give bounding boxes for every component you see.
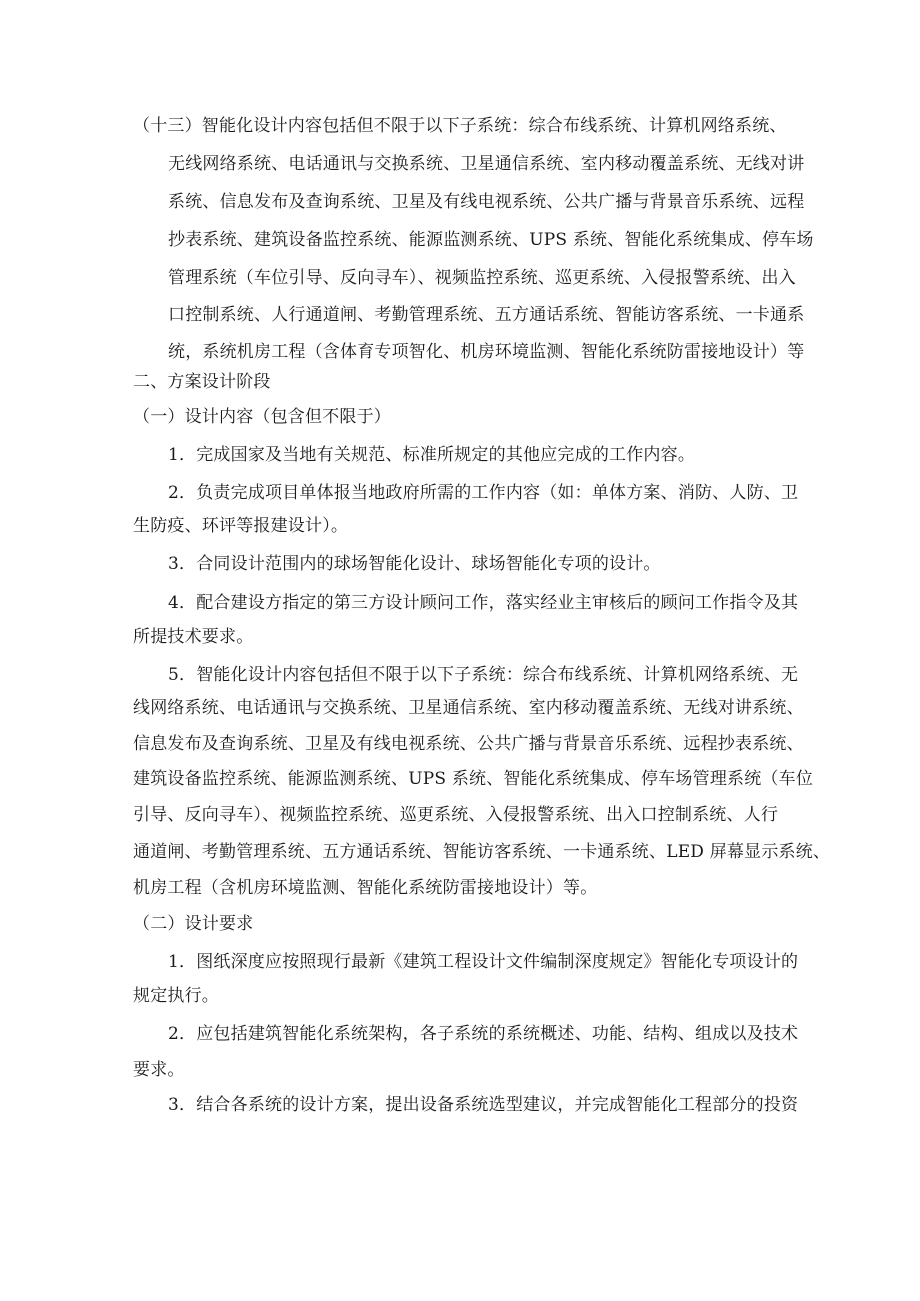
text-line: 管理系统（车位引导、反向寻车）、视频监控系统、巡更系统、入侵报警系统、出入 [168,268,796,288]
text-line: 抄表系统、建筑设备监控系统、能源监测系统、UPS 系统、智能化系统集成、停车场 [168,230,814,250]
text-line: 所提技术要求。 [133,627,254,647]
text-line: 1．图纸深度应按照现行最新《建筑工程设计文件编制深度规定》智能化专项设计的 [168,952,799,972]
text-line: 要求。 [133,1060,185,1080]
text-line: （十三）智能化设计内容包括但不限于以下子系统：综合布线系统、计算机网络系统、 [133,116,787,136]
text-line: 引导、反向寻车）、视频监控系统、巡更系统、入侵报警系统、出入口控制系统、人行 [133,805,779,825]
text-line: 2．负责完成项目单体报当地政府所需的工作内容（如：单体方案、消防、人防、卫 [168,483,799,503]
text-line: 2．应包括建筑智能化系统架构，各子系统的系统概述、功能、结构、组成以及技术 [168,1024,799,1044]
text-line: 线网络系统、电话通讯与交换系统、卫星通信系统、室内移动覆盖系统、无线对讲系统、 [133,698,804,718]
text-line: 5．智能化设计内容包括但不限于以下子系统：综合布线系统、计算机网络系统、无 [168,665,799,685]
section-heading: 二、方案设计阶段 [133,372,271,392]
subsection-heading: （二）设计要求 [133,914,254,934]
subsection-heading: （一）设计内容（包含但不限于） [133,407,391,427]
text-line: 统，系统机房工程（含体育专项智化、机房环境监测、智能化系统防雷接地设计）等 [168,342,805,362]
text-line: 生防疫、环评等报建设计）。 [133,516,349,536]
text-line: 4．配合建设方指定的第三方设计顾问工作，落实经业主审核后的顾问工作指令及其 [168,593,799,613]
text-line: 规定执行。 [133,986,219,1006]
text-line: 3．合同设计范围内的球场智能化设计、球场智能化专项的设计。 [168,554,661,574]
text-line: 口控制系统、人行通道闸、考勤管理系统、五方通话系统、智能访客系统、一卡通系 [168,305,805,325]
text-line: 1．完成国家及当地有关规范、标准所规定的其他应完成的工作内容。 [168,445,696,465]
text-line: 3．结合各系统的设计方案，提出设备系统选型建议，并完成智能化工程部分的投资 [168,1095,799,1115]
text-line: 信息发布及查询系统、卫星及有线电视系统、公共广播与背景音乐系统、远程抄表系统、 [133,734,804,754]
text-line: 系统、信息发布及查询系统、卫星及有线电视系统、公共广播与背景音乐系统、远程 [168,192,805,212]
text-line: 通道闸、考勤管理系统、五方通话系统、智能访客系统、一卡通系统、LED 屏幕显示系统、 [133,842,831,862]
text-line: 机房工程（含机房环境监测、智能化系统防雷接地设计）等。 [133,878,598,898]
text-line: 建筑设备监控系统、能源监测系统、UPS 系统、智能化系统集成、停车场管理系统（车位 [133,769,814,789]
text-line: 无线网络系统、电话通讯与交换系统、卫星通信系统、室内移动覆盖系统、无线对讲 [168,154,805,174]
